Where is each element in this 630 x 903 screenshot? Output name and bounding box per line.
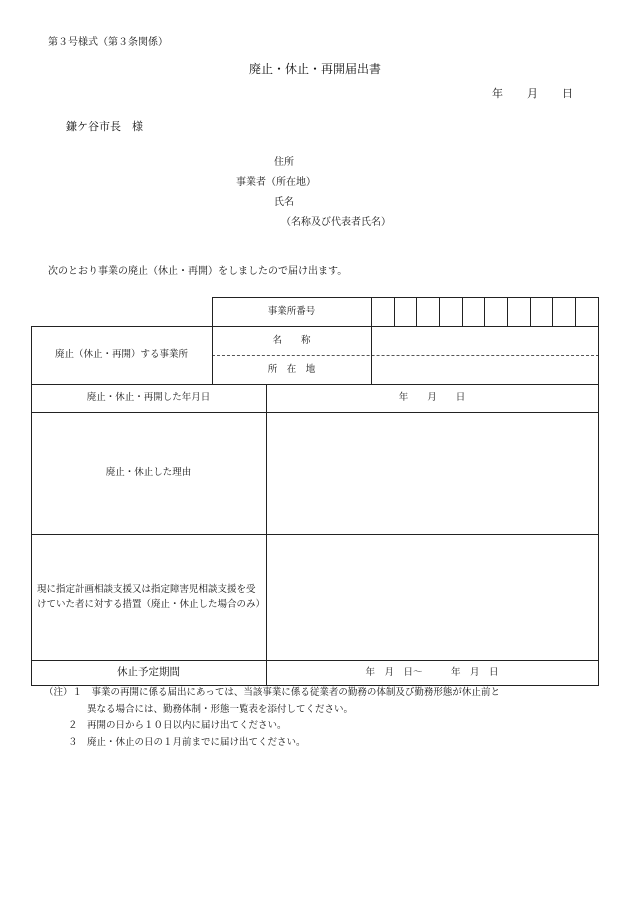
office-name-label: 名 称 (272, 334, 311, 346)
reason-label: 廃止・休止した理由 (105, 467, 192, 479)
office-number-label: 事業所番号 (267, 305, 316, 317)
digit-box-divider (552, 297, 553, 327)
digit-box-divider (416, 297, 417, 327)
date-line (492, 88, 573, 99)
date-value: 年 月 日 (398, 392, 466, 404)
note-1 (44, 685, 500, 702)
note-2-text: 再開の日から１０日以内に届け出てください。 (87, 720, 287, 732)
addressee: 鎌ケ谷市長 様 (66, 120, 143, 133)
document-title: 廃止・休止・再開届出書 (248, 62, 381, 76)
intro-text: 次のとおり事業の廃止（休止・再開）をしましたので届け出ます。 (48, 266, 348, 277)
digit-box-divider (394, 297, 395, 327)
table-line (598, 297, 599, 686)
suspension-label: 休止予定期間 (117, 666, 180, 679)
note-2-prefix: ２ (68, 720, 78, 732)
note-1-line2: 異なる場合には、勤務体制・形態一覧表を添付してください。 (87, 703, 354, 715)
date-year-label: 年 (492, 87, 503, 100)
note-3-prefix: ３ (68, 736, 78, 748)
digit-box-divider (439, 297, 440, 327)
note-1-line1: 事業の再開に係る届出にあっては、当該事業に係る従業者の勤務の体制及び勤務形態が休止前と (91, 687, 500, 698)
notes (44, 685, 500, 752)
note-2 (44, 718, 500, 735)
applicant-name-label: 氏名 (274, 197, 294, 208)
office-label: 廃止（休止・再開）する事業所 (54, 349, 188, 361)
applicant-operator-label: 事業者（所在地） (236, 177, 316, 188)
date-day-label: 日 (562, 87, 573, 100)
applicant-name-note: （名称及び代表者氏名） (281, 217, 391, 228)
suspension-value: 年 月 日〜 年 月 日 (365, 666, 499, 678)
form-number: 第３号様式（第３条関係） (48, 37, 168, 48)
office-location-label: 所 在 地 (267, 363, 316, 375)
digit-box-divider (462, 297, 463, 327)
applicant-address-label: 住所 (274, 157, 294, 168)
date-label: 廃止・休止・再開した年月日 (86, 392, 211, 404)
digit-box-divider (575, 297, 576, 327)
digit-box-divider (507, 297, 508, 327)
measures-label: 現に指定計画相談支援又は指定障害児相談支援を受けていた者に対する措置（廃止・休止した場合のみ） (37, 583, 266, 610)
date-month-label: 月 (527, 87, 538, 100)
digit-box-divider (484, 297, 485, 327)
table-line (266, 384, 267, 686)
note-3 (44, 735, 500, 752)
note-1-prefix: （注）１ (44, 687, 83, 698)
digit-box-divider (530, 297, 531, 327)
note-3-text: 廃止・休止の日の１月前までに届け出てください。 (87, 736, 306, 748)
table-line (371, 297, 372, 385)
note-1-continued (44, 702, 500, 719)
